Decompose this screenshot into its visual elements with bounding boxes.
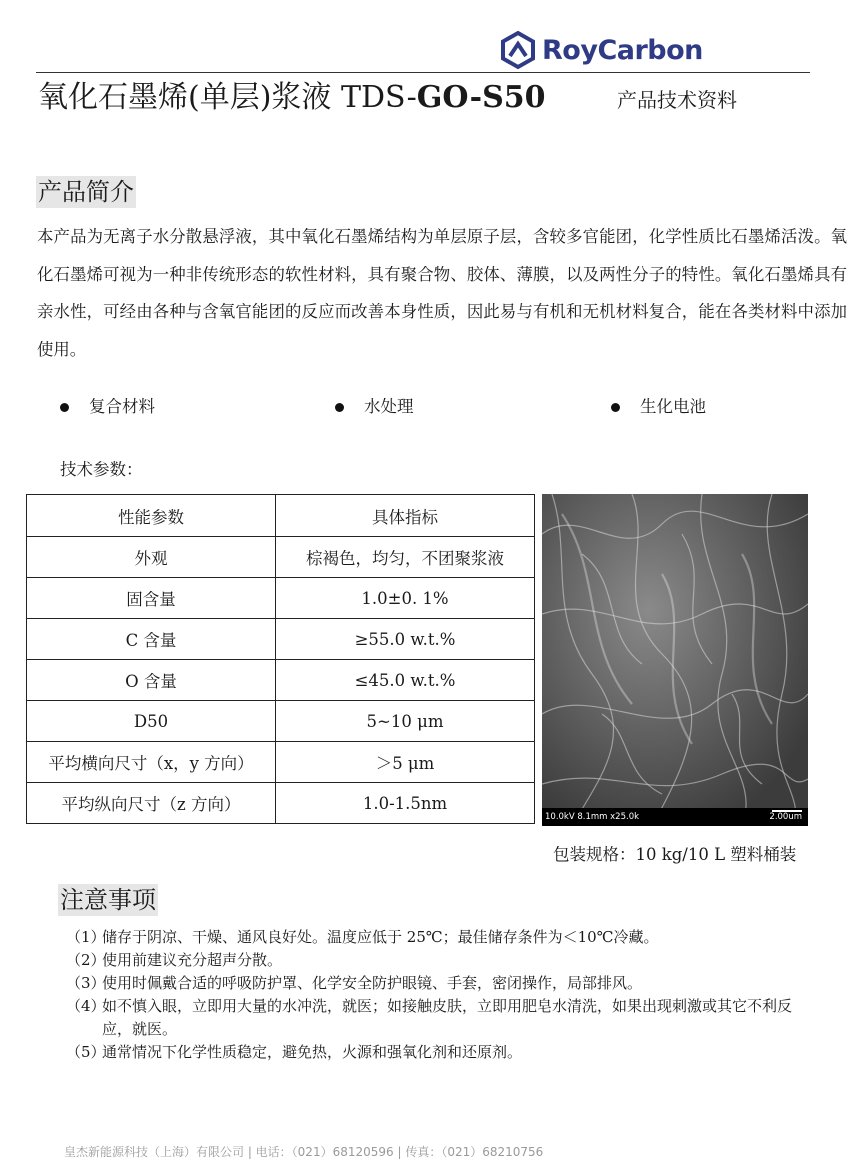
document-title bbox=[38, 78, 546, 118]
list-item: （2） 使用前建议充分超声分散。 bbox=[66, 951, 283, 969]
document-subtitle: 产品技术资料 bbox=[617, 88, 737, 112]
bullet-icon bbox=[60, 403, 69, 412]
bullet-icon bbox=[611, 403, 620, 412]
sem-info-text: 10.0kV 8.1mm x25.0k bbox=[545, 812, 640, 822]
table-cell: O 含量 bbox=[27, 660, 276, 701]
notes-list bbox=[66, 926, 816, 1064]
sem-info-bar bbox=[542, 808, 808, 826]
table-header-cell: 具体指标 bbox=[276, 495, 535, 537]
title-product-code: GO-S50 bbox=[416, 80, 546, 115]
intro-paragraph: 本产品为无离子水分散悬浮液，其中氧化石墨烯结构为单层原子层，含较多官能团，化学性质比石墨烯活泼。氧化石墨烯可视为一种非传统形态的软性材料，具有聚合物、胶体、薄膜，以及两性分子的特性。氧化石墨烯具有亲水性，可经由各种与含氧官能团的反应而改善本身性质，因此易与有机和无机材料复合，能在各类材料中添加使用。 bbox=[37, 227, 847, 359]
table-row bbox=[27, 578, 535, 619]
table-row bbox=[27, 537, 535, 578]
sem-scale-label: 2.00um bbox=[769, 812, 802, 822]
table-row bbox=[27, 742, 535, 783]
application-item: 复合材料 bbox=[60, 392, 155, 422]
header-divider bbox=[36, 72, 810, 73]
table-header-cell: 性能参数 bbox=[27, 495, 276, 537]
table-cell: 平均纵向尺寸（z 方向） bbox=[27, 783, 276, 824]
footer-contact: 皇杰新能源科技（上海）有限公司 | 电话：（021）68120596 | 传真：（021）68210756 bbox=[64, 1145, 544, 1159]
application-item: 生化电池 bbox=[611, 392, 706, 422]
sem-texture bbox=[542, 494, 808, 826]
title-prefix: 氧化石墨烯(单层)浆液 TDS- bbox=[38, 80, 417, 115]
bullet-icon bbox=[335, 403, 344, 412]
hexagon-logo-icon bbox=[498, 30, 538, 70]
table-row bbox=[27, 701, 535, 742]
brand-logo bbox=[498, 30, 703, 70]
table-cell: ≤45.0 w.t.% bbox=[276, 660, 535, 701]
table-row bbox=[27, 783, 535, 824]
application-item: 水处理 bbox=[335, 392, 414, 422]
list-item: （1） 储存于阴凉、干燥、通风良好处。温度应低于 25℃；最佳储存条件为＜10℃冷藏。 bbox=[66, 928, 659, 946]
sem-micrograph bbox=[542, 494, 808, 826]
spec-table bbox=[26, 494, 535, 824]
table-cell: 1.0±0. 1% bbox=[276, 578, 535, 619]
table-cell: 棕褐色，均匀，不团聚浆液 bbox=[276, 537, 535, 578]
packaging-spec: 包装规格：10 kg/10 L 塑料桶装 bbox=[553, 845, 797, 864]
table-cell: 外观 bbox=[27, 537, 276, 578]
list-item: （3） 使用时佩戴合适的呼吸防护罩、化学安全防护眼镜、手套，密闭操作，局部排风。 bbox=[66, 974, 643, 992]
list-item: （5） 通常情况下化学性质稳定，避免热，火源和强氧化剂和还原剂。 bbox=[66, 1043, 523, 1061]
table-cell: ＞5 μm bbox=[276, 742, 535, 783]
table-cell: 平均横向尺寸（x，y 方向） bbox=[27, 742, 276, 783]
table-cell: 5~10 μm bbox=[276, 701, 535, 742]
intro-heading: 产品简介 bbox=[38, 178, 134, 206]
table-cell: 1.0-1.5nm bbox=[276, 783, 535, 824]
params-label: 技术参数： bbox=[60, 460, 143, 479]
list-item: （4） 如不慎入眼，立即用大量的水冲洗，就医；如接触皮肤，立即用肥皂水清洗，如果出现刺激或其它不利反应，就医。 bbox=[66, 997, 793, 1038]
table-header-row bbox=[27, 495, 535, 537]
notes-heading: 注意事项 bbox=[60, 886, 156, 914]
brand-name: RoyCarbon bbox=[542, 34, 703, 66]
applications-list bbox=[60, 392, 820, 422]
table-cell: ≥55.0 w.t.% bbox=[276, 619, 535, 660]
table-cell: 固含量 bbox=[27, 578, 276, 619]
table-cell: C 含量 bbox=[27, 619, 276, 660]
table-row bbox=[27, 660, 535, 701]
table-cell: D50 bbox=[27, 701, 276, 742]
table-row bbox=[27, 619, 535, 660]
